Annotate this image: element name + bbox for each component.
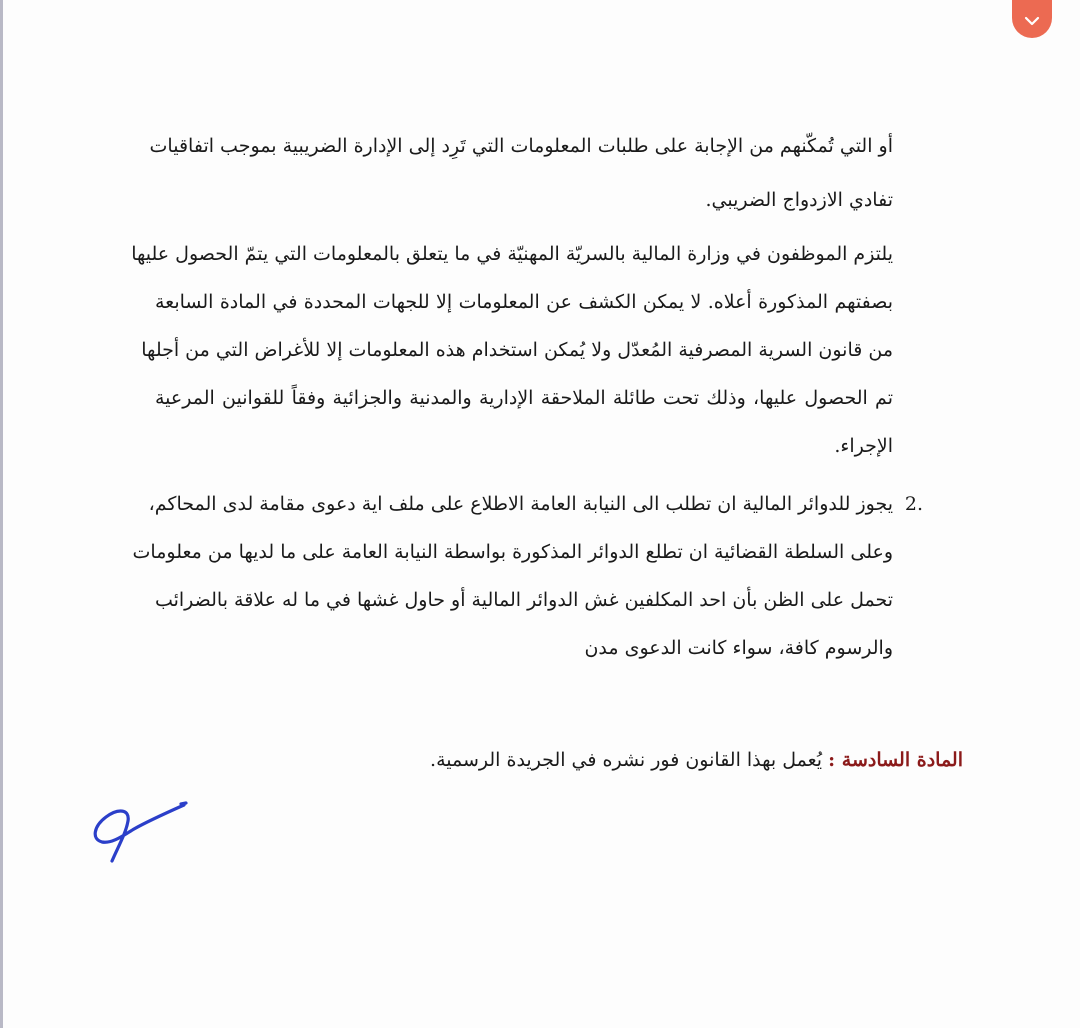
item-2-line-3: تحمل على الظن بأن احد المكلفين غش الدوائر المالية أو حاول غشها في ما له علاقة بالضرائب — [154, 589, 893, 611]
paragraph-2-line-2: بصفتهم المذكورة أعلاه. لا يمكن الكشف عن المعلومات إلا للجهات المحددة في المادة السابعة — [155, 291, 893, 313]
item-2-line-4: والرسوم كافة، سواء كانت الدعوى مدن — [584, 637, 893, 659]
chevron-down-icon — [1024, 16, 1040, 26]
paragraph-1-line-2: تفادي الازدواج الضريبي. — [705, 189, 893, 211]
document-page — [3, 0, 1080, 1028]
paragraph-1-line-1: أو التي تُمكّنهم من الإجابة على طلبات المعلومات التي تَرِد إلى الإدارة الضريبية بموجب اتفاقيات — [149, 135, 893, 157]
article-6-label: المادة السادسة : — [828, 749, 963, 771]
article-6 — [430, 746, 963, 774]
collapse-button[interactable] — [1012, 0, 1052, 38]
paragraph-2-line-5: الإجراء. — [834, 435, 893, 457]
paragraph-2-line-3: من قانون السرية المصرفية المُعدّل ولا يُمكن استخدام هذه المعلومات إلا للأغراض التي من أجلها — [141, 339, 893, 361]
signature — [88, 795, 198, 870]
paragraph-2-line-4: تم الحصول عليها، وذلك تحت طائلة الملاحقة الإدارية والمدنية والجزائية وفقاً للقوانين المرعية — [155, 387, 893, 409]
item-2-line-2: وعلى السلطة القضائية ان تطلع الدوائر المذكورة بواسطة النيابة العامة على ما لديها من معلومات — [132, 541, 893, 563]
paragraph-2-line-1: يلتزم الموظفون في وزارة المالية بالسريّة المهنيّة في ما يتعلق بالمعلومات التي يتمّ الحصول عليها — [131, 243, 893, 265]
list-item-number: 2. — [904, 493, 923, 515]
article-6-text: يُعمل بهذا القانون فور نشره في الجريدة الرسمية. — [430, 749, 823, 771]
item-2-line-1: يجوز للدوائر المالية ان تطلب الى النيابة العامة الاطلاع على ملف اية دعوى مقامة لدى المحاكم، — [148, 493, 893, 515]
